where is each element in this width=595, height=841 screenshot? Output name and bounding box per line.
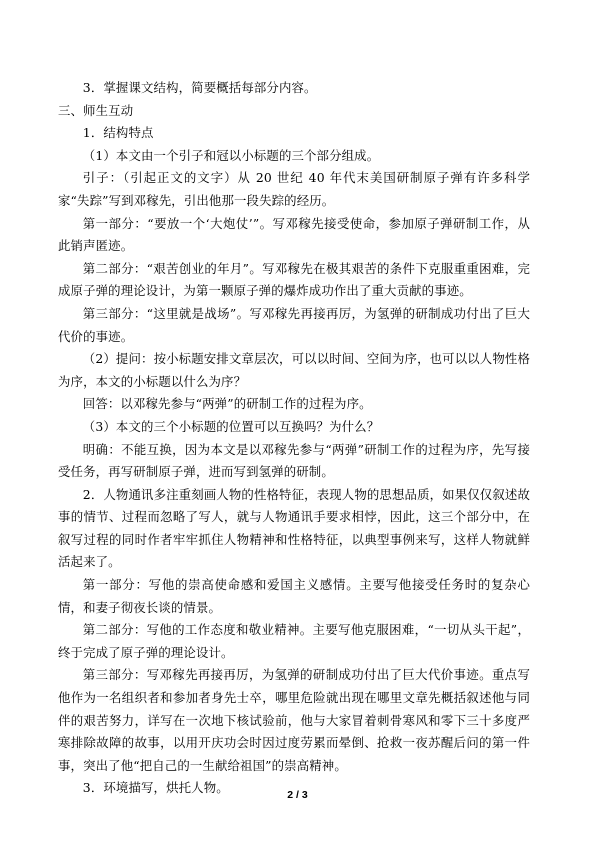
paragraph-character-point: 2．人物通讯多注重刻画人物的性格特征，表现人物的思想品质，如果仅仅叙述故事的情节、过程而忽略了写人，就与人物通讯手要求相悖，因此，这三个部分中，在叙写过程的同时作者牢牢抓住人物精神和性格特征，以典型事例来写，这样人物就鲜活起来了。	[58, 486, 530, 570]
document-body	[58, 77, 530, 800]
paragraph-character-part-1: 第一部分：写他的崇高使命感和爱国主义感情。主要写他接受任务时的复杂心情，和妻子彻夜长谈的情景。	[58, 577, 530, 615]
paragraph-structure-1: （1）本文由一个引子和冠以小标题的三个部分组成。	[82, 147, 380, 163]
paragraph-intro: 引子：（引起正文的文字）从 20 世纪 40 年代末美国研制原子弹有许多科学家“失踪”写到邓稼先，引出他那一段失踪的经历。	[58, 170, 530, 208]
paragraph-character-part-2: 第二部分：写他的工作态度和敬业精神。主要写他克服困难，“一切从头干起”，终于完成了原子弹的理论设计。	[58, 622, 530, 660]
subheading-structure: 1．结构特点	[82, 125, 154, 141]
paragraph-objective-3: 3．掌握课文结构，简要概括每部分内容。	[82, 80, 317, 95]
paragraph-environment-point: 3．环境描写，烘托人物。	[82, 780, 229, 796]
paragraph-answer-2: 回答：以邓稼先参与“两弹”的研制工作的过程为序。	[82, 396, 372, 412]
paragraph-answer-3: 明确：不能互换，因为本文是以邓稼先参与“两弹”研制工作的过程为序，先写接受任务，再写研制原子弹，进而写到氢弹的研制。	[58, 441, 530, 480]
paragraph-part-3: 第三部分：“这里就是战场”。写邓稼先再接再厉，为氢弹的研制成功付出了巨大代价的事迹。	[58, 305, 530, 344]
paragraph-character-part-3: 第三部分：写邓稼先再接再厉，为氢弹的研制成功付出了巨大代价事迹。重点写他作为一名组织者和参加者身先士卒，哪里危险就出现在哪里文章先概括叙述他与同伴的艰苦努力，详写在一次地下核试验前，他与大家冒着刺骨寒风和零下三十多度严寒排除故障的故事，以用开庆功会时因过度劳累而晕倒、抢救一夜苏醒后问的第一件事，突出了他“把自己的一生献给祖国”的崇高精神。	[58, 667, 530, 773]
paragraph-question-2: （2）提问：按小标题安排文章层次，可以以时间、空间为序，也可以以人物性格为序，本文的小标题以什么为序？	[58, 351, 530, 389]
section-heading-interaction: 三、师生互动	[58, 102, 134, 118]
paragraph-question-3: （3）本文的三个小标题的位置可以互换吗？为什么？	[82, 418, 380, 434]
page-number: 2 / 3	[287, 789, 308, 801]
paragraph-part-1: 第一部分：“要放一个‘大炮仗’”。写邓稼先接受使命，参加原子弹研制工作，从此销声匿迹。	[58, 215, 530, 254]
paragraph-part-2: 第二部分：“艰苦创业的年月”。写邓稼先在极其艰苦的条件下克服重重困难，完成原子弹的理论设计，为第一颗原子弹的爆炸成功作出了重大贡献的事迹。	[58, 260, 530, 299]
